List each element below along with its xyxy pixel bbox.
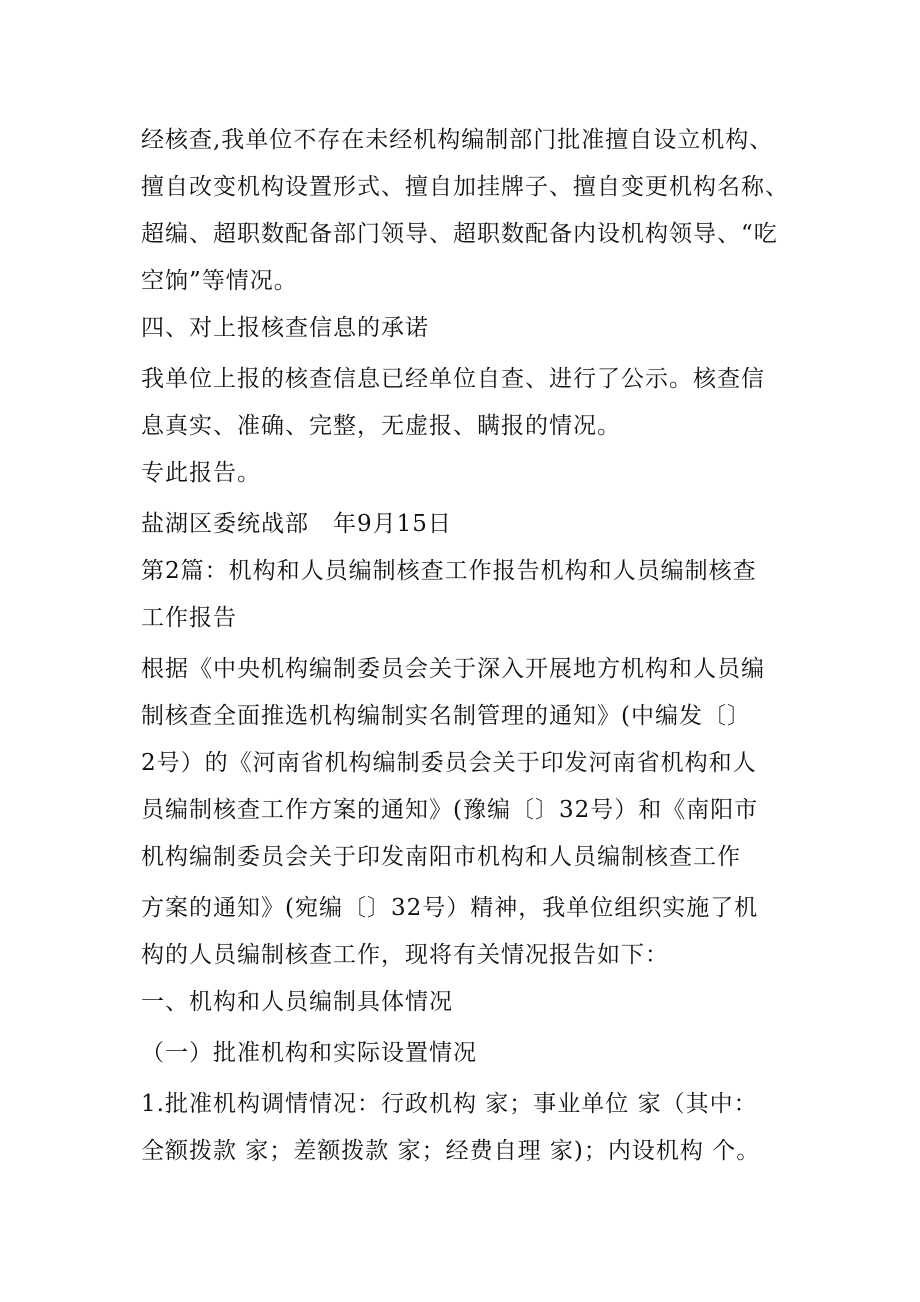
text-line: 擅自改变机构设置形式、擅自加挂牌子、擅自变更机构名称、 — [141, 174, 789, 200]
section-heading: 四、对上报核查信息的承诺 — [141, 315, 429, 341]
text-line: 构的人员编制核查工作，现将有关情况报告如下： — [141, 942, 669, 968]
text-line: 根据《中央机构编制委员会关于深入开展地方机构和人员编 — [141, 656, 765, 682]
text-line: 空饷”等情况。 — [141, 268, 298, 294]
text-line: 1.批准机构调情情况：行政机构 家；事业单位 家（其中： — [141, 1091, 758, 1117]
text-line: 员编制核查工作方案的通知》(豫编〔〕32号）和《南阳市 — [141, 797, 759, 823]
text-line: 经核查,我单位不存在未经机构编制部门批准擅自设立机构、 — [141, 127, 774, 153]
text-line: 制核查全面推选机构编制实名制管理的通知》(中编发〔〕 — [141, 703, 751, 729]
article-title: 工作报告 — [141, 605, 237, 631]
subsection-heading: （一）批准机构和实际设置情况 — [141, 1040, 477, 1066]
text-line: 超编、超职数配备部门领导、超职数配备内设机构领导、“吃 — [141, 221, 778, 247]
article-title: 第2篇：机构和人员编制核查工作报告机构和人员编制核查 — [141, 558, 757, 584]
text-line: 方案的通知》(宛编〔〕32号）精神，我单位组织实施了机 — [141, 895, 759, 921]
section-heading: 一、机构和人员编制具体情况 — [141, 989, 453, 1015]
signature-line: 盐湖区委统战部 年9月15日 — [141, 511, 452, 537]
text-line: 专此报告。 — [141, 460, 261, 486]
text-line: 息真实、准确、完整，无虚报、瞒报的情况。 — [141, 413, 621, 439]
text-line: 机构编制委员会关于印发南阳市机构和人员编制核查工作 — [141, 844, 741, 870]
text-line: 全额拨款 家；差额拨款 家；经费自理 家)；内设机构 个。 — [141, 1138, 761, 1164]
text-line: 我单位上报的核查信息已经单位自查、进行了公示。核查信 — [141, 366, 765, 392]
text-line: 2号）的《河南省机构编制委员会关于印发河南省机构和人 — [141, 750, 757, 776]
